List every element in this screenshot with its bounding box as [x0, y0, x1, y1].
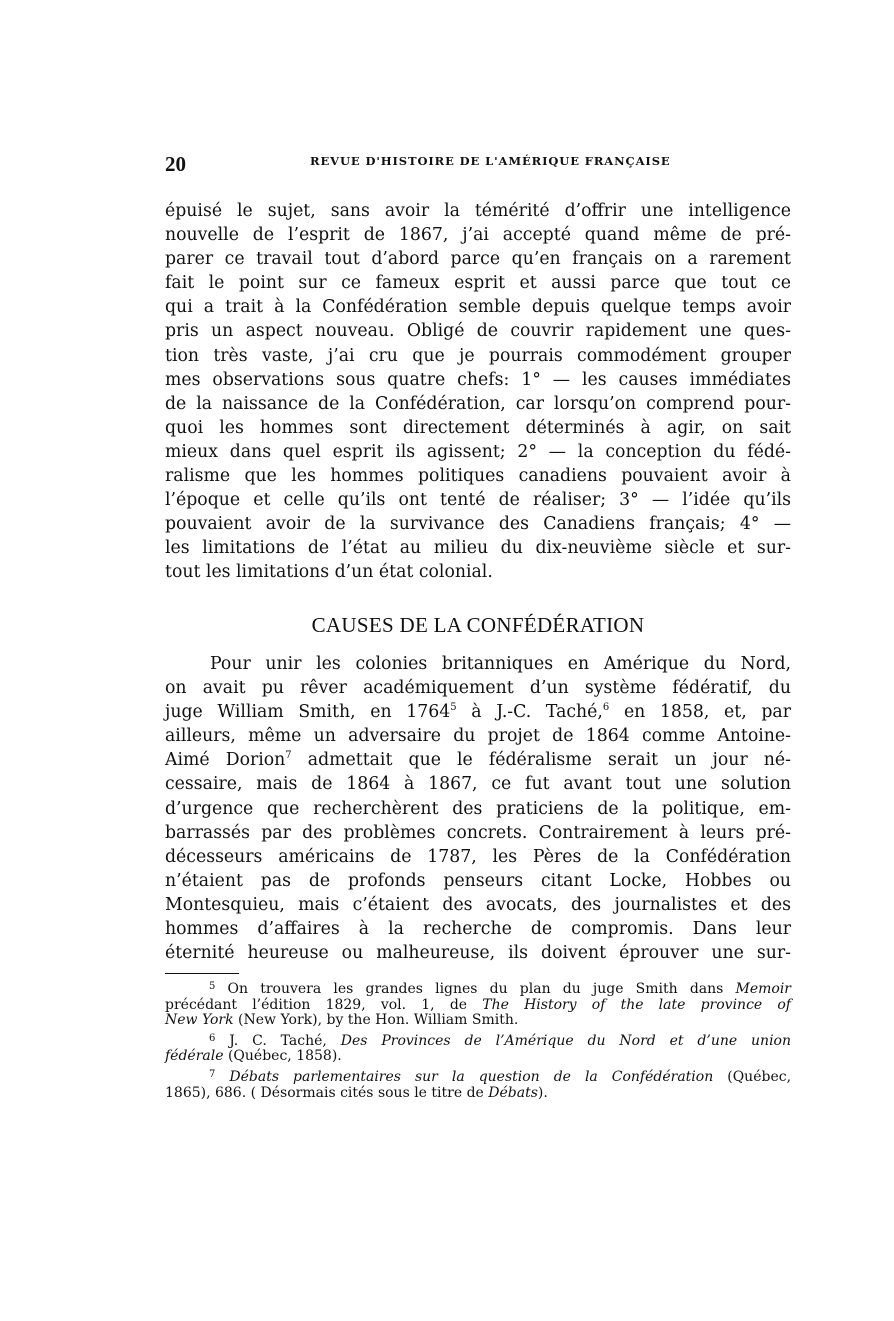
text-line: quoi les hommes sont directement déterminés à agir, on sait [165, 417, 791, 438]
text-line: éternité heureuse ou malheureuse, ils doivent éprouver une sur- [165, 943, 791, 964]
italic-title: fédérale [165, 1048, 224, 1065]
footnotes [165, 982, 791, 1101]
text-line: ailleurs, même un adversaire du projet de 1864 comme Antoine- [165, 726, 791, 747]
text-line: les limitations de l’état au milieu du dix-neuvième siècle et sur- [165, 538, 791, 559]
text-span: admettait que le fédéralisme serait un jour né- [291, 750, 791, 771]
text-line: mieux dans quel esprit ils agissent; 2° — la conception du fédé- [165, 441, 791, 462]
text-line: pouvaient avoir de la survivance des Canadiens français; 4° — [165, 514, 791, 535]
text-line: ralisme que les hommes politiques canadiens pouvaient avoir à [165, 466, 791, 487]
text-span: à J.-C. Taché, [456, 702, 603, 723]
text-span: en 1858, et, par [609, 702, 791, 723]
footnote-6 [165, 1034, 791, 1050]
text-line: mes observations sous quatre chefs: 1° — les causes immédiates [165, 369, 791, 390]
italic-title: Des Provinces de l’Amérique du Nord et d’une union [340, 1032, 791, 1049]
running-header [165, 150, 791, 178]
text-line: n’étaient pas de profonds penseurs citant Locke, Hobbes ou [165, 870, 791, 891]
italic-title: Memoir [735, 981, 791, 997]
text-span: (Québec, 1858). [223, 1048, 342, 1065]
footnote-line [165, 1086, 791, 1102]
footnote-ref-5[interactable]: 5 [450, 702, 457, 714]
italic-title: Débats [488, 1084, 538, 1101]
text-span: On trouvera les grandes lignes du plan du juge Smith dans [227, 981, 736, 997]
text-span: juge William Smith, en 1764 [165, 702, 451, 723]
footnote-number: 5 [209, 981, 216, 992]
text-span: 1865), 686. ( Désormais cités sous le titre de [165, 1084, 489, 1101]
paragraph-causes [165, 652, 791, 965]
italic-title: The History of the late province of [482, 996, 791, 1013]
footnote-line [165, 1049, 791, 1065]
journal-title: REVUE D'HISTOIRE DE L'AMÉRIQUE FRANÇAISE [310, 154, 671, 168]
paragraph-intro [165, 199, 791, 585]
text-span: Aimé Dorion [165, 750, 286, 771]
text-line: parer ce travail tout d’abord parce qu’en français on a rarement [165, 249, 791, 270]
italic-title: Débats parlementaires sur la question de la Confédération [229, 1068, 714, 1085]
text-line: nouvelle de l’esprit de 1867, j’ai accepté quand même de pré- [165, 225, 791, 246]
footnote-line [165, 1013, 791, 1029]
text-span: ). [537, 1084, 548, 1101]
text-line: fait le point sur ce fameux esprit et aussi parce que tout ce [165, 273, 791, 294]
page-number: 20 [165, 152, 186, 176]
text-span: précédant l’édition 1829, vol. 1, de [165, 996, 483, 1013]
text-line: épuisé le sujet, sans avoir la témérité d’offrir une intelligence [165, 201, 791, 221]
footnote-ref-6[interactable]: 6 [602, 702, 610, 714]
text-line: barrassés par des problèmes concrets. Contrairement à leurs pré- [165, 822, 791, 843]
text-span: (New York), by the Hon. William Smith. [233, 1012, 519, 1029]
footnote-separator [165, 973, 239, 974]
text-line: cessaire, mais de 1864 à 1867, ce fut avant tout une solution [165, 774, 791, 795]
text-line: hommes d’affaires à la recherche de compromis. Dans leur [165, 919, 791, 940]
text-line: tout les limitations d’un état colonial. [165, 562, 493, 583]
footnote-line [165, 998, 791, 1014]
text-line: de la naissance de la Confédération, car lorsqu’on comprend pour- [165, 393, 791, 414]
footnote-ref-7[interactable]: 7 [285, 750, 292, 762]
text-span: (Québec, [713, 1068, 792, 1085]
footnote-number: 7 [209, 1068, 216, 1080]
text-line: décesseurs américains de 1787, les Pères de la Confédération [165, 846, 791, 867]
text-line: qui a trait à la Confédération semble depuis quelque temps avoir [165, 297, 791, 318]
text-line: l’époque et celle qu’ils ont tenté de réaliser; 3° — l’idée qu’ils [165, 490, 791, 511]
text-line: Montesquieu, mais c’étaient des avocats, des journalistes et des [165, 894, 791, 915]
text-line: on avait pu rêver académiquement d’un système fédératif, du [165, 678, 791, 699]
text-span: J. C. Taché, [229, 1032, 341, 1049]
text-line [165, 748, 791, 772]
footnote-number: 6 [209, 1032, 216, 1044]
text-line: tion très vaste, j’ai cru que je pourrais commodément grouper [165, 345, 791, 366]
footnote-5 [165, 982, 791, 998]
text-line [165, 700, 791, 724]
italic-title: New York [165, 1012, 234, 1029]
footnote-7 [165, 1070, 791, 1086]
text-line: pris un aspect nouveau. Obligé de couvrir rapidement une ques- [165, 321, 791, 342]
section-heading: CAUSES DE LA CONFÉDÉRATION [311, 613, 645, 637]
text-line: Pour unir les colonies britanniques en Amérique du Nord, [210, 654, 791, 674]
text-line: d’urgence que recherchèrent des praticiens de la politique, em- [165, 798, 791, 819]
